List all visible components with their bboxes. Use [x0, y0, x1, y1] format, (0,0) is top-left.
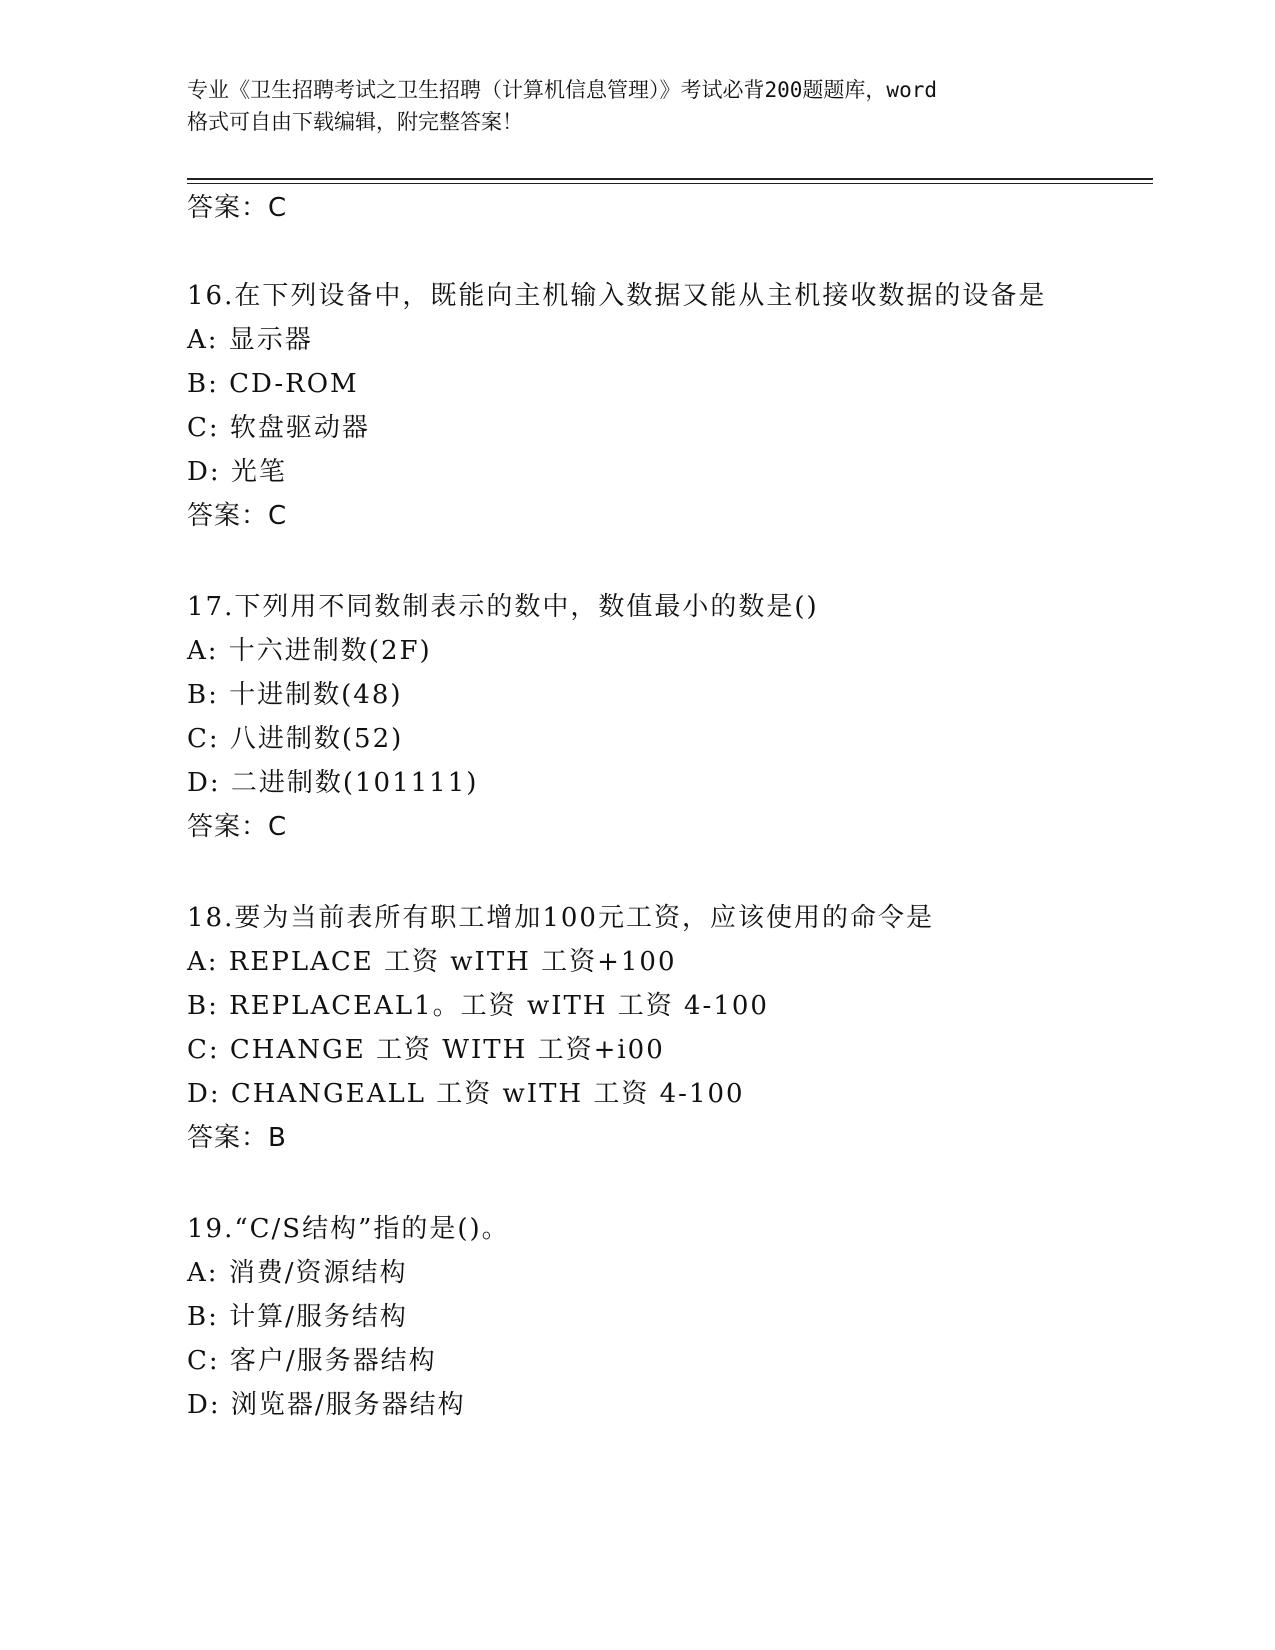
question-18-option-c: C: CHANGE 工资 WITH 工资+i00	[187, 1035, 665, 1065]
header-divider-thin	[187, 183, 1153, 184]
question-19-option-a: A: 消费/资源结构	[187, 1258, 408, 1288]
question-18-option-a: A: REPLACE 工资 wITH 工资+100	[187, 947, 677, 977]
question-19-option-b: B: 计算/服务结构	[187, 1302, 408, 1332]
question-17-option-d: D: 二进制数(101111)	[187, 768, 479, 798]
question-17-stem: 17.下列用不同数制表示的数中，数值最小的数是()	[187, 592, 819, 622]
question-16-option-c: C: 软盘驱动器	[187, 413, 370, 443]
question-17-option-a: A: 十六进制数(2F)	[187, 636, 432, 666]
question-16-answer: 答案：C	[187, 501, 288, 531]
header-divider	[187, 178, 1153, 180]
question-17-option-b: B: 十进制数(48)	[187, 680, 403, 710]
previous-answer: 答案：C	[187, 193, 288, 223]
question-17-answer: 答案：C	[187, 812, 288, 842]
question-16-stem: 16.在下列设备中，既能向主机输入数据又能从主机接收数据的设备是	[187, 281, 1047, 311]
question-16-option-a: A: 显示器	[187, 325, 313, 355]
question-18-option-b: B: REPLACEAL1。工资 wITH 工资 4-100	[187, 991, 769, 1021]
header-line-1: 专业《卫生招聘考试之卫生招聘（计算机信息管理）》考试必背200题题库，word	[187, 78, 937, 102]
question-19-option-c: C: 客户/服务器结构	[187, 1346, 437, 1376]
question-19-stem: 19.“C/S结构”指的是()。	[187, 1214, 510, 1244]
question-18-option-d: D: CHANGEALL 工资 wITH 工资 4-100	[187, 1079, 745, 1109]
question-18-stem: 18.要为当前表所有职工增加100元工资，应该使用的命令是	[187, 903, 934, 933]
question-18-answer: 答案：B	[187, 1123, 287, 1153]
document-header	[187, 74, 1087, 138]
question-17-option-c: C: 八进制数(52)	[187, 724, 404, 754]
question-19-option-d: D: 浏览器/服务器结构	[187, 1390, 466, 1420]
question-16-option-d: D: 光笔	[187, 457, 287, 487]
question-16-option-b: B: CD-ROM	[187, 369, 359, 399]
header-line-2: 格式可自由下载编辑，附完整答案！	[187, 110, 523, 134]
